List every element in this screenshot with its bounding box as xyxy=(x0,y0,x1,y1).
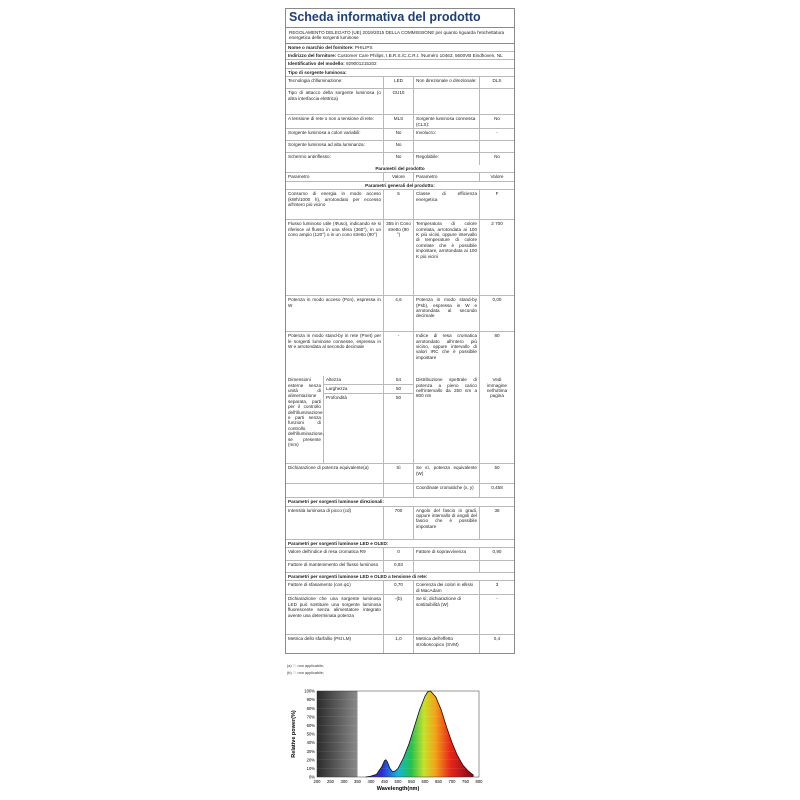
general-params-header xyxy=(286,182,514,190)
x-axis-label: Wavelength(nm) xyxy=(376,786,420,792)
directional-header-text: Parametri per sorgenti luminose direzionali: xyxy=(288,499,384,505)
peak-label: Intensità luminosa di picco (cd) xyxy=(286,507,384,539)
replacement-w-label: Se sì, dichiarazione di sostituibilità (W) xyxy=(414,595,480,634)
source-param-value: MLS xyxy=(384,115,414,128)
x-tick-label: 700 xyxy=(448,779,456,784)
maintenance-label: Fattore di mantenimento del flusso luminoso xyxy=(286,561,384,572)
replacement-label: Dichiarazione che una sorgente luminosa LED può sostituire una sorgente luminosa fluorescente senza alimentatore integrato avente una determinata potenza xyxy=(286,595,384,634)
flicker-label: Metrica dello sfarfallio (Pst LM) xyxy=(286,635,384,653)
source-param-value: No xyxy=(384,141,414,152)
replacement-row xyxy=(286,595,514,635)
general-param-value-2: 0,00 xyxy=(492,297,502,303)
chroma-label: Coordinate cromatiche (x, y) xyxy=(414,484,480,497)
title-bar xyxy=(286,9,514,28)
general-param-label-2: Classe di efficienza energetica xyxy=(414,190,480,219)
general-params-table xyxy=(286,190,514,376)
source-type-row xyxy=(286,115,514,129)
general-param-label: Potenza in modo acceso (Pon), espressa in W xyxy=(286,296,384,331)
dim-depth-value: 50 xyxy=(395,395,402,401)
general-param-value-2: F xyxy=(495,191,499,197)
model-label: Identificativo del modello: xyxy=(288,61,345,67)
cos-value: 0,70 xyxy=(384,581,414,594)
general-param-label: Potenza in modo stand-by in rete (Pnet) per le sorgenti luminose connesse, espressa in W e arrotondata al secondo decimale xyxy=(286,332,384,376)
source-param-value: No xyxy=(384,129,414,140)
general-param-label: Consumo di energia in modo acceso (kWh/1000 h), arrotondato per eccesso all'intero più vicino xyxy=(286,190,384,219)
y-tick-label: 30% xyxy=(306,748,315,754)
dimensions-row xyxy=(286,376,514,464)
general-param-label: Flusso luminoso utile (Φuso), indicando se si riferisce al flusso in una sfera (360°), in un cono ampio (120°) o in un cono stretto (90°) xyxy=(286,220,384,295)
y-tick-label: 70% xyxy=(306,714,315,720)
survival-label: Fattore di sopravvivenza xyxy=(414,548,480,560)
col-value-2: Valore xyxy=(490,174,504,180)
source-type-header xyxy=(286,69,514,77)
general-param-value: 5 xyxy=(384,190,414,219)
source-param-value-2: DLS xyxy=(492,78,502,84)
x-tick-label: 200 xyxy=(313,779,321,784)
macadam-value: 3 xyxy=(495,582,499,588)
y-tick-label: 20% xyxy=(306,757,315,763)
source-param-label-2: Non direzionale o direzionale: xyxy=(414,77,480,88)
dimensions-sublabels xyxy=(324,376,384,463)
x-tick-label: 550 xyxy=(408,779,415,784)
dim-height-label: Altezza xyxy=(326,377,342,383)
x-tick-label: 500 xyxy=(394,779,402,784)
source-param-label-2 xyxy=(414,141,480,152)
x-tick-label: 650 xyxy=(435,779,442,784)
source-param-value: LED xyxy=(384,77,414,88)
source-param-label: A tensione di rete o non a tensione di rete: xyxy=(286,115,384,128)
footnote-b: (b) '-': non applicabile; xyxy=(287,670,324,675)
spd-value: Vedi immagine nell'ultima pagina xyxy=(486,377,508,399)
dim-width-label: Larghezza xyxy=(326,386,348,392)
x-tick-label: 350 xyxy=(354,779,361,784)
dim-height-value: 54 xyxy=(384,376,413,385)
r9-label: Valore dell'indice di resa cromatica R9 xyxy=(286,548,384,560)
address-row xyxy=(286,52,514,60)
footnotes xyxy=(287,663,324,677)
x-tick-label: 600 xyxy=(421,779,429,784)
y-tick-label: 100% xyxy=(304,688,315,694)
y-tick-label: 10% xyxy=(306,766,315,771)
spd-label: Distribuzione spettrale di potenza a pieno carico nell'intervallo da 250 nm a 800 nm xyxy=(414,376,480,463)
regulation-text: REGOLAMENTO DELEGATO (UE) 2019/2015 DELLA COMMISSIONE per quanto riguarda l'etichettatura energetica delle sorgenti luminose xyxy=(289,29,505,41)
equiv-label: Dichiarazione di potenza equivalente(a) xyxy=(286,464,384,483)
mains-header-text: Parametri per sorgenti luminose LED e OLED a tensione di rete: xyxy=(288,574,428,580)
y-tick-label: 0% xyxy=(308,774,315,780)
y-tick-label: 80% xyxy=(306,705,315,711)
source-type-row xyxy=(286,89,514,115)
source-type-row xyxy=(286,141,514,153)
equivalent-power-row xyxy=(286,464,514,484)
source-param-value-2 xyxy=(480,89,514,114)
beam-label: Angolo del fascio in gradi, oppure intervallo di angoli del fascio che è possibile impostare xyxy=(414,507,480,539)
flicker-value: 1,0 xyxy=(384,635,414,653)
cos-row xyxy=(286,581,514,595)
brand-value: PHILIPS xyxy=(354,44,373,50)
regulation-intro xyxy=(286,28,514,44)
cos-label: Fattore di sfasamento (cos φ1) xyxy=(286,581,384,594)
x-tick-label: 800 xyxy=(475,779,483,784)
dim-width-value: 50 xyxy=(384,385,413,394)
chroma-value: 0,458 xyxy=(491,485,503,491)
address-value: Customer Care Philips, I.B.R.S./C.C.R.I. /Numéro 10463, 5600VB Eindhoven, NL xyxy=(337,52,503,58)
x-ticks xyxy=(314,779,484,784)
general-param-row xyxy=(286,190,514,220)
y-tick-label: 50% xyxy=(306,731,315,737)
r9-row xyxy=(286,548,514,561)
strobo-value: 0,4 xyxy=(493,636,501,642)
x-tick-label: 750 xyxy=(462,779,469,784)
mains-header xyxy=(286,573,514,581)
source-param-label: Tecnologia d'illuminazione: xyxy=(286,77,384,88)
col-param-1: Parametro xyxy=(286,173,384,180)
brand-row xyxy=(286,44,514,52)
source-param-value-2: No xyxy=(494,116,500,122)
y-ticks xyxy=(304,689,315,780)
strobo-label: Metrica dell'effetto stroboscopico (SVM) xyxy=(414,635,480,653)
source-param-label: Schermo antiriflesso: xyxy=(286,153,384,165)
led-header xyxy=(286,540,514,548)
footnote-a: (a) '-': non applicabile; xyxy=(287,664,324,668)
x-tick-label: 250 xyxy=(327,779,334,784)
flicker-row xyxy=(286,635,514,653)
col-value-1: Valore xyxy=(384,173,414,180)
equiv-power-value: 50 xyxy=(494,465,500,471)
general-param-label-2: Potenza in modo stand-by (Psb), espressa in W e arrotondata al secondo decimale xyxy=(414,296,480,331)
dimensions-label: Dimensioni esterne senza unità di alimentazione separata, parti per il controllo dell'illuminazione e parti senza funzioni di controllo dell'illuminazione, se presente (mm) xyxy=(286,376,324,463)
source-param-value-2 xyxy=(480,141,514,152)
source-param-value: No xyxy=(384,153,414,165)
params-column-header xyxy=(286,173,514,181)
params-header-text: Parametri del prodotto xyxy=(375,166,425,171)
source-param-label: Sorgente luminosa ad alta luminanza: xyxy=(286,141,384,152)
page-title: Scheda informativa del prodotto xyxy=(289,10,481,24)
directional-header xyxy=(286,498,514,506)
y-tick-label: 40% xyxy=(306,740,315,746)
macadam-label: Coerenza dei colori in ellissi di MacAdam xyxy=(414,581,480,594)
x-tick-label: 400 xyxy=(367,779,375,784)
general-param-row xyxy=(286,220,514,296)
source-param-label: Sorgente luminosa a colori variabili: xyxy=(286,129,384,140)
brand-label: Nome o marchio del fornitore: xyxy=(288,44,354,50)
general-param-value-2: 2 700 xyxy=(491,221,503,227)
spectral-power-chart xyxy=(283,685,493,797)
equiv-value: Sì xyxy=(384,464,414,483)
maintenance-value: 0,93 xyxy=(384,561,414,572)
r9-value: 0 xyxy=(384,548,414,560)
source-param-value: GU10 xyxy=(384,89,414,114)
x-tick-label: 300 xyxy=(340,779,348,784)
product-information-sheet xyxy=(285,8,515,654)
source-param-label-2: Involucro: xyxy=(414,129,480,140)
address-label: Indirizzo del fornitore: xyxy=(288,52,337,58)
source-param-value-2: - xyxy=(496,130,498,135)
source-param-label: Tipo di attacco della sorgente luminosa (o altra interfaccia elettrica) xyxy=(286,89,384,114)
peak-value: 700 xyxy=(384,507,414,539)
source-param-label-2: Regolabile: xyxy=(414,153,480,165)
source-type-row xyxy=(286,129,514,141)
params-header xyxy=(286,165,514,173)
peak-row xyxy=(286,507,514,540)
source-type-row xyxy=(286,77,514,89)
chroma-row xyxy=(286,484,514,498)
source-type-table xyxy=(286,77,514,165)
y-tick-label: 60% xyxy=(306,723,315,728)
x-tick-label: 450 xyxy=(381,779,388,784)
source-param-label-2 xyxy=(414,89,480,114)
general-param-row xyxy=(286,332,514,376)
survival-value: 0,90 xyxy=(492,549,502,555)
general-param-label-2: Indice di resa cromatica arrotondato all'intero più vicino, oppure intervallo di valori IRC che è possibile impostare xyxy=(414,332,480,376)
general-param-value-2: 80 xyxy=(494,333,500,339)
equiv-power-label: Se sì, potenza equivalente (W) xyxy=(414,464,480,483)
source-type-header-text: Tipo di sorgente luminosa: xyxy=(288,69,347,75)
dim-depth-label: Profondità xyxy=(326,395,347,401)
y-axis-label: Relative power(%) xyxy=(291,710,297,758)
y-tick-label: 90% xyxy=(306,697,315,703)
general-param-value: - xyxy=(384,332,414,376)
source-type-row xyxy=(286,153,514,165)
model-row xyxy=(286,60,514,68)
source-param-value-2: No xyxy=(494,154,500,159)
general-param-row xyxy=(286,296,514,332)
source-param-label-2: Sorgente luminosa connessa (CLS): xyxy=(414,115,480,128)
model-value: 929001215202 xyxy=(345,61,377,67)
col-param-2: Parametro xyxy=(414,173,480,180)
replacement-value: -(b) xyxy=(384,595,414,634)
replacement-w-value: - xyxy=(496,596,498,602)
beam-value: 36 xyxy=(494,507,500,513)
maintenance-row xyxy=(286,561,514,573)
general-param-value: 4,6 xyxy=(384,296,414,331)
led-header-text: Parametri per sorgenti luminose LED e OLED: xyxy=(288,540,389,546)
general-param-label-2: Temperatura di colore correlata, arrotondata ai 100 K più vicini, oppure intervallo di temperature di colore correlate che è possibile impostare, arrotondata ai 100 K più vicini xyxy=(414,220,480,295)
dimensions-values xyxy=(384,376,414,463)
general-param-value: 355 in Cono stretto (90 °) xyxy=(384,220,414,295)
general-params-header-text: Parametri generali del prodotto: xyxy=(365,182,435,188)
